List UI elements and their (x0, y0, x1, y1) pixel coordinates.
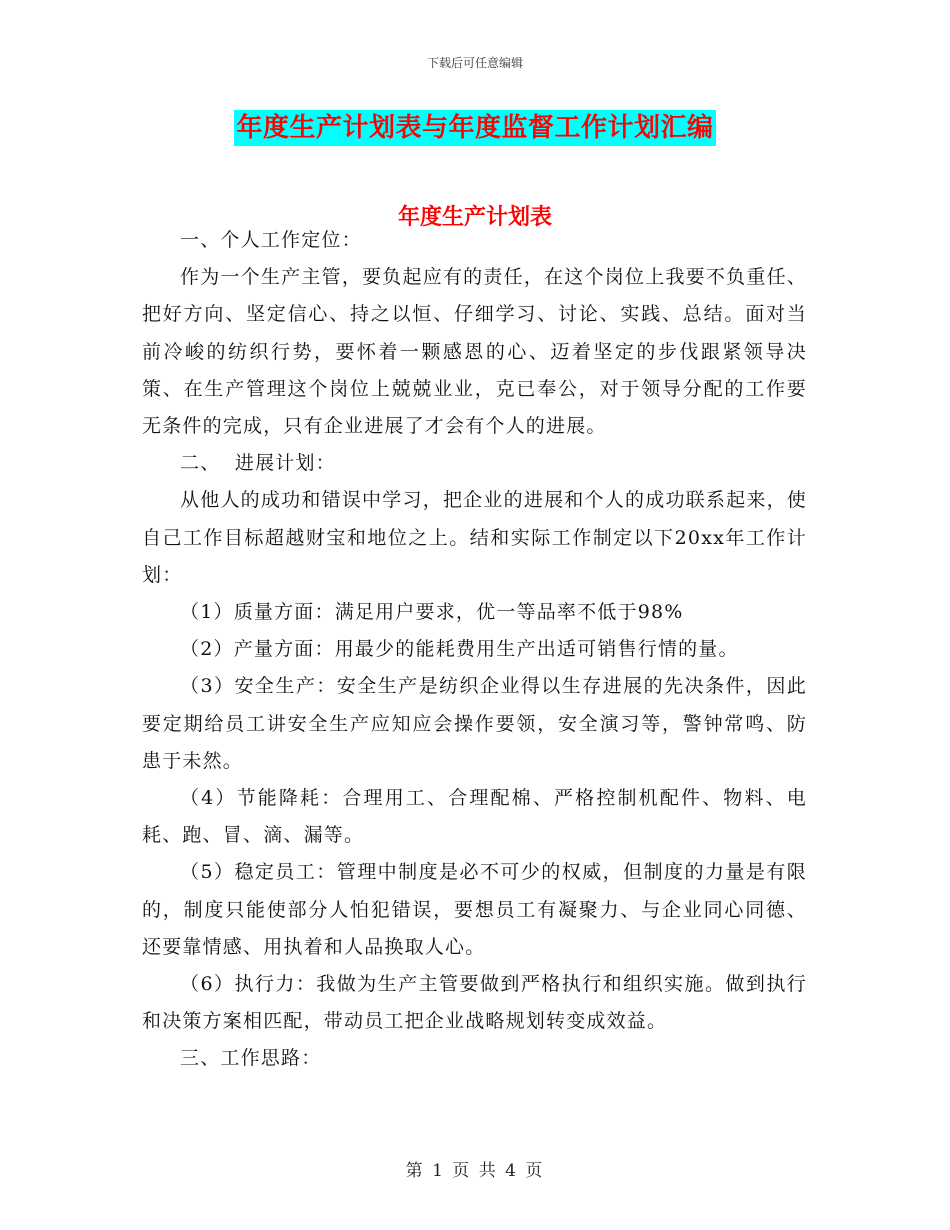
heading-development-plan: 二、 进展计划： (180, 452, 336, 475)
page-number-footer: 第 1 页 共 4 页 (405, 1161, 545, 1181)
document-title: 年度生产计划表与年度监督工作计划汇编 (234, 110, 715, 146)
list-item-staff: （5）稳定员工：管理中制度是必不可少的权威，但制度的力量是有限的，制度只能使部分人怕犯错误，要想员工有凝聚力、与企业同心同德、还要靠情感、用执着和人品换取人心。 (142, 861, 807, 958)
list-item-safety: （3）安全生产：安全生产是纺织企业得以生存进展的先决条件，因此要定期给员工讲安全生产应知应会操作要领，安全演习等，警钟常鸣、防患于未然。 (142, 675, 807, 772)
paragraph-development: 从他人的成功和错误中学习，把企业的进展和个人的成功联系起来，使自己工作目标超越财宝和地位之上。结和实际工作制定以下20xx年工作计划： (142, 489, 807, 586)
heading-personal-positioning: 一、个人工作定位： (180, 229, 362, 251)
list-item-quality: （1）质量方面：满足用户要求，优一等品率不低于98% (180, 601, 684, 624)
list-item-output: （2）产量方面：用最少的能耗费用生产出适可销售行情的量。 (180, 638, 739, 661)
page-header-note: 下载后可任意编辑 (426, 56, 523, 70)
list-item-energy: （4）节能降耗：合理用工、合理配棉、严格控制机配件、物料、电耗、跑、冒、滴、漏等。 (142, 787, 807, 847)
paragraph-positioning: 作为一个生产主管，要负起应有的责任，在这个岗位上我要不负重任、把好方向、坚定信心、持之以恒、仔细学习、讨论、实践、总结。面对当前冷峻的纺织行势，要怀着一颗感恩的心、迈着坚定的步伐跟紧领导决策、在生产管理这个岗位上兢兢业业，克已奉公，对于领导分配的工作要无条件的完成，只有企业进展了才会有个人的进展。 (142, 266, 807, 438)
section-title: 年度生产计划表 (397, 205, 552, 230)
list-item-execution: （6）执行力：我做为生产主管要做到严格执行和组织实施。做到执行和决策方案相匹配，带动员工把企业战略规划转变成效益。 (142, 973, 807, 1033)
document-body (142, 222, 807, 1078)
document-title-container (0, 110, 950, 146)
heading-work-ideas: 三、工作思路： (180, 1047, 322, 1070)
